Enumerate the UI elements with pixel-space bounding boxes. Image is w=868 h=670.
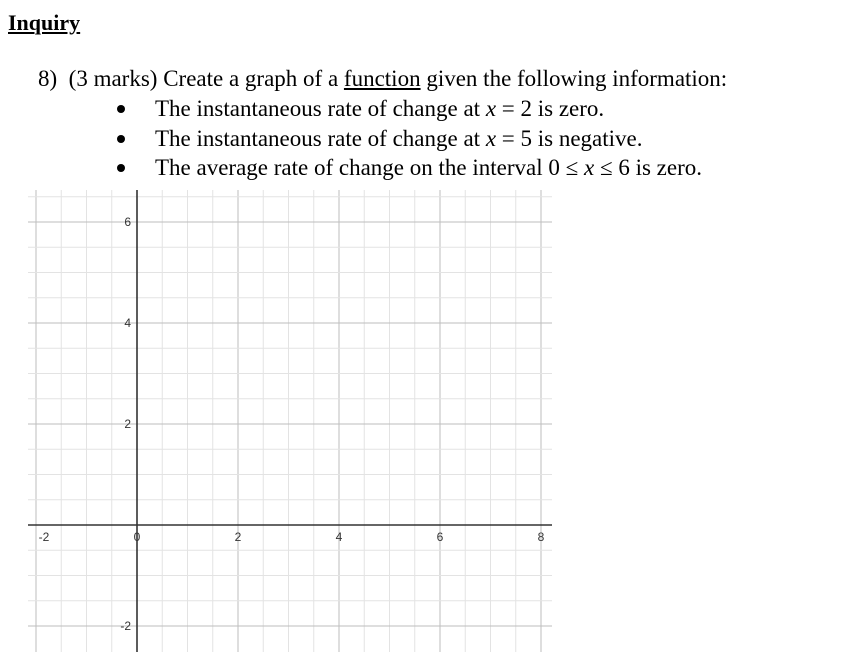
- condition-text: The instantaneous rate of change at: [155, 125, 481, 151]
- condition-text: The instantaneous rate of change at: [155, 96, 481, 121]
- x-tick-label: 4: [335, 530, 343, 544]
- y-tick-label: -2: [120, 619, 131, 633]
- question-keyword: function: [343, 66, 421, 91]
- condition-item: [113, 124, 702, 154]
- condition-value: = 2 is zero.: [501, 96, 605, 121]
- y-tick-label: 2: [124, 417, 131, 431]
- condition-value: = 5 is negative.: [501, 125, 643, 151]
- question-rest: given the following information:: [426, 66, 728, 91]
- condition-variable: x: [485, 125, 497, 151]
- condition-value: ≤ 6 is zero.: [599, 155, 702, 180]
- question-text: [38, 64, 727, 94]
- section-heading: Inquiry: [8, 10, 81, 35]
- y-tick-label: 6: [124, 215, 131, 229]
- bullet-icon: [117, 105, 125, 113]
- condition-text: The average rate of change on the interval 0 ≤: [155, 155, 579, 180]
- x-tick-label: 2: [234, 530, 242, 544]
- condition-variable: x: [485, 96, 497, 121]
- x-tick-label: 0: [133, 530, 141, 544]
- question-marks: (3 marks) Create a graph of a: [68, 66, 339, 91]
- y-tick-label: 4: [124, 316, 131, 330]
- condition-item: [113, 153, 702, 183]
- coordinate-grid[interactable]: [0, 186, 560, 670]
- bullet-icon: [117, 135, 125, 143]
- x-tick-label: 6: [436, 530, 444, 544]
- condition-item: [113, 94, 702, 124]
- condition-variable: x: [583, 155, 595, 180]
- question-number: 8): [38, 66, 58, 91]
- bullet-icon: [117, 164, 125, 172]
- condition-list: [113, 94, 702, 183]
- x-tick-label: -2: [38, 530, 50, 544]
- x-tick-label: 8: [537, 530, 545, 544]
